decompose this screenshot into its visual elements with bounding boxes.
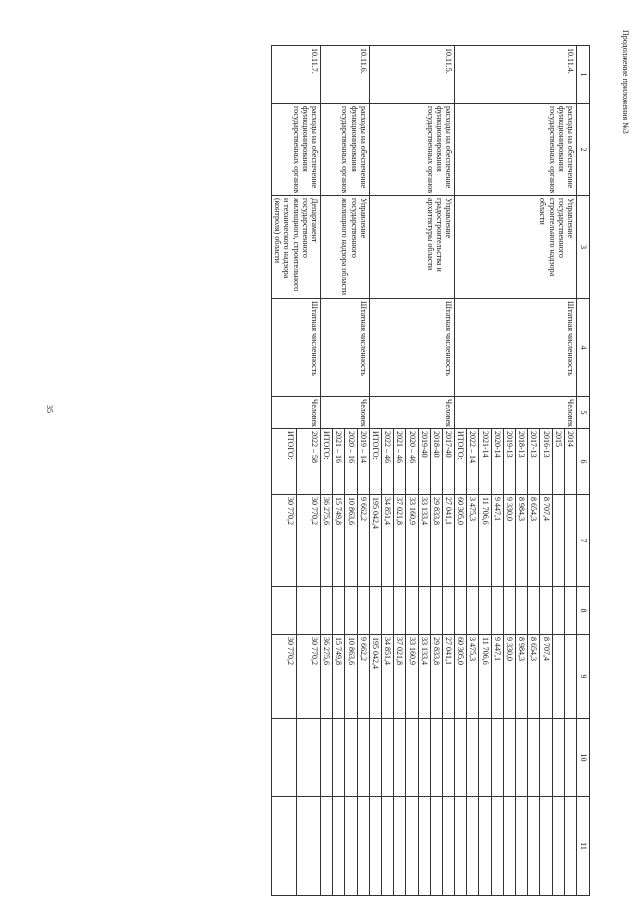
row-unit-cell: Человек [455, 397, 577, 429]
header-cell: 1 [577, 46, 590, 104]
value-col9-cell: 34 851,4 [382, 635, 394, 719]
row-code-cell: 10.11.5. [369, 46, 454, 104]
value-col9-cell: 37 021,8 [394, 635, 406, 719]
value-col7-cell: 3 475,3 [467, 495, 479, 587]
value-col11-cell [491, 797, 503, 896]
value-col11-cell [272, 797, 296, 896]
header-row [577, 46, 590, 896]
value-col8-cell [345, 587, 357, 635]
header-cell: 2 [577, 104, 590, 196]
value-col11-cell [552, 797, 564, 896]
value-col10-cell [467, 719, 479, 797]
value-col9-cell: 27 041,1 [442, 635, 454, 719]
value-col11-cell [479, 797, 491, 896]
value-col8-cell [418, 587, 430, 635]
value-col8-cell [564, 587, 576, 635]
value-col9-cell: 8 654,3 [528, 635, 540, 719]
row-indicator-cell: Штатная численность [272, 299, 321, 397]
period-cell: 2019 – 14 [357, 429, 369, 495]
row-org-cell: Управление государственного строительного надзора области [455, 196, 577, 299]
value-col7-cell: 9 447,1 [491, 495, 503, 587]
value-col10-cell [321, 719, 333, 797]
value-col10-cell [382, 719, 394, 797]
value-col11-cell [430, 797, 442, 896]
value-col9-cell: 15 749,8 [333, 635, 345, 719]
row-indicator-cell: Штатная численность [321, 299, 370, 397]
value-col10-cell [540, 719, 552, 797]
value-col10-cell [503, 719, 515, 797]
row-org-cell: Департамент государственного жилищного, строительного и технического надзора (контроля) области [272, 196, 321, 299]
value-col9-cell: 11 706,6 [479, 635, 491, 719]
row-code-cell: 10.11.6. [321, 46, 370, 104]
value-col11-cell [455, 797, 467, 896]
value-col10-cell [272, 719, 296, 797]
period-cell: ИТОГО: [321, 429, 333, 495]
row-indicator-cell: Штатная численность [455, 299, 577, 397]
value-col7-cell: 30 770,2 [296, 495, 320, 587]
value-col11-cell [333, 797, 345, 896]
header-cell: 3 [577, 196, 590, 299]
header-cell: 8 [577, 587, 590, 635]
value-col10-cell [345, 719, 357, 797]
value-col11-cell [321, 797, 333, 896]
header-cell: 10 [577, 719, 590, 797]
value-col9-cell: 30 770,2 [296, 635, 320, 719]
value-col11-cell [345, 797, 357, 896]
value-col7-cell: 37 021,8 [394, 495, 406, 587]
value-col8-cell [333, 587, 345, 635]
value-col7-cell: 8 707,4 [540, 495, 552, 587]
value-col10-cell [430, 719, 442, 797]
period-cell: ИТОГО: [272, 429, 296, 495]
row-unit-cell: Человек [321, 397, 370, 429]
row-indicator-cell: Штатная численность [369, 299, 454, 397]
period-cell: 2022 – 46 [382, 429, 394, 495]
value-col8-cell [455, 587, 467, 635]
value-col11-cell [564, 797, 576, 896]
value-col8-cell [272, 587, 296, 635]
period-cell: 2015 [552, 429, 564, 495]
value-col11-cell [394, 797, 406, 896]
period-cell: 2021 – 46 [394, 429, 406, 495]
value-col7-cell: 10 863,6 [345, 495, 357, 587]
period-cell: 2019-13 [503, 429, 515, 495]
value-col7-cell: 36 275,6 [321, 495, 333, 587]
value-col10-cell [357, 719, 369, 797]
value-col9-cell: 8 984,3 [516, 635, 528, 719]
value-col11-cell [540, 797, 552, 896]
row-name-cell: расходы на обеспечение функционирования государственных органов [369, 104, 454, 196]
value-col7-cell: 60 305,0 [455, 495, 467, 587]
value-col8-cell [406, 587, 418, 635]
value-col9-cell: 33 160,9 [406, 635, 418, 719]
value-col10-cell [552, 719, 564, 797]
value-col11-cell [528, 797, 540, 896]
value-col7-cell: 9 330,0 [503, 495, 515, 587]
row-name-cell: расходы на обеспечение функционирования государственных органов [272, 104, 321, 196]
row-code-cell: 10.11.4. [455, 46, 577, 104]
value-col8-cell [430, 587, 442, 635]
value-col7-cell: 33 133,4 [418, 495, 430, 587]
value-col10-cell [406, 719, 418, 797]
value-col7-cell: 9 662,2 [357, 495, 369, 587]
header-cell: 5 [577, 397, 590, 429]
value-col10-cell [394, 719, 406, 797]
period-cell: 2017-40 [442, 429, 454, 495]
value-col11-cell [418, 797, 430, 896]
value-col10-cell [418, 719, 430, 797]
row-code-cell: 10.11.7. [272, 46, 321, 104]
value-col8-cell [442, 587, 454, 635]
value-col7-cell: 195 042,4 [369, 495, 381, 587]
value-col9-cell: 8 707,4 [540, 635, 552, 719]
value-col11-cell [369, 797, 381, 896]
table-row [296, 46, 320, 896]
value-col11-cell [503, 797, 515, 896]
period-cell: 2020 – 16 [345, 429, 357, 495]
row-name-cell: расходы на обеспечение функционирования государственных органов [321, 104, 370, 196]
period-cell: 2018-13 [516, 429, 528, 495]
budget-table [271, 45, 590, 896]
value-col10-cell [333, 719, 345, 797]
row-name-cell: расходы на обеспечение функционирования государственных органов [455, 104, 577, 196]
period-cell: 2021 – 16 [333, 429, 345, 495]
value-col10-cell [564, 719, 576, 797]
period-cell: 2017-13 [528, 429, 540, 495]
value-col8-cell [357, 587, 369, 635]
value-col7-cell [552, 495, 564, 587]
row-unit-cell: Человек [369, 397, 454, 429]
value-col10-cell [369, 719, 381, 797]
value-col7-cell: 34 851,4 [382, 495, 394, 587]
value-col10-cell [455, 719, 467, 797]
value-col9-cell: 60 305,0 [455, 635, 467, 719]
header-cell: 6 [577, 429, 590, 495]
value-col8-cell [479, 587, 491, 635]
period-cell: 2019-40 [418, 429, 430, 495]
value-col9-cell: 9 662,2 [357, 635, 369, 719]
row-org-cell: Управление государственного жилищного надзора области [321, 196, 370, 299]
period-cell: 2014 [564, 429, 576, 495]
value-col8-cell [321, 587, 333, 635]
value-col7-cell: 15 749,8 [333, 495, 345, 587]
value-col9-cell [552, 635, 564, 719]
value-col8-cell [552, 587, 564, 635]
period-cell: 2016-13 [540, 429, 552, 495]
value-col8-cell [467, 587, 479, 635]
value-col8-cell [369, 587, 381, 635]
value-col11-cell [382, 797, 394, 896]
value-col9-cell: 10 863,6 [345, 635, 357, 719]
period-cell: 2021-14 [479, 429, 491, 495]
header-cell: 7 [577, 495, 590, 587]
value-col9-cell: 9 330,0 [503, 635, 515, 719]
value-col7-cell: 29 833,8 [430, 495, 442, 587]
value-col8-cell [540, 587, 552, 635]
value-col11-cell [442, 797, 454, 896]
period-cell: 2022 – 58 [296, 429, 320, 495]
value-col9-cell: 36 275,6 [321, 635, 333, 719]
value-col11-cell [357, 797, 369, 896]
value-col9-cell: 33 133,4 [418, 635, 430, 719]
value-col11-cell [406, 797, 418, 896]
table-row [442, 46, 454, 896]
table-body [272, 46, 577, 896]
value-col9-cell: 30 770,2 [272, 635, 296, 719]
value-col8-cell [491, 587, 503, 635]
value-col7-cell: 27 041,1 [442, 495, 454, 587]
value-col7-cell [564, 495, 576, 587]
value-col9-cell [564, 635, 576, 719]
value-col7-cell: 11 706,6 [479, 495, 491, 587]
page-number: 35 [45, 405, 54, 413]
period-cell: 2018-40 [430, 429, 442, 495]
period-cell: 2020 – 46 [406, 429, 418, 495]
value-col10-cell [479, 719, 491, 797]
value-col8-cell [394, 587, 406, 635]
budget-table-container [271, 45, 590, 896]
header-cell: 4 [577, 299, 590, 397]
value-col9-cell: 9 447,1 [491, 635, 503, 719]
value-col10-cell [516, 719, 528, 797]
value-col9-cell: 29 833,8 [430, 635, 442, 719]
value-col8-cell [516, 587, 528, 635]
table-row [564, 46, 576, 896]
value-col10-cell [491, 719, 503, 797]
appendix-caption: Продолжение приложения №3 [621, 30, 630, 134]
value-col11-cell [296, 797, 320, 896]
value-col9-cell: 195 042,4 [369, 635, 381, 719]
value-col7-cell: 30 770,2 [272, 495, 296, 587]
value-col8-cell [503, 587, 515, 635]
value-col10-cell [442, 719, 454, 797]
header-cell: 11 [577, 797, 590, 896]
value-col11-cell [467, 797, 479, 896]
value-col11-cell [516, 797, 528, 896]
table-row [357, 46, 369, 896]
period-cell: 2020-14 [491, 429, 503, 495]
value-col10-cell [528, 719, 540, 797]
value-col8-cell [382, 587, 394, 635]
period-cell: 2022 – 14 [467, 429, 479, 495]
value-col7-cell: 33 160,9 [406, 495, 418, 587]
period-cell: ИТОГО: [455, 429, 467, 495]
header-cell: 9 [577, 635, 590, 719]
row-unit-cell: Человек [272, 397, 321, 429]
value-col7-cell: 8 984,3 [516, 495, 528, 587]
value-col8-cell [528, 587, 540, 635]
period-cell: ИТОГО: [369, 429, 381, 495]
value-col9-cell: 3 475,3 [467, 635, 479, 719]
row-org-cell: Управление градостроительства и архитектуры области [369, 196, 454, 299]
value-col10-cell [296, 719, 320, 797]
value-col7-cell: 8 654,3 [528, 495, 540, 587]
value-col8-cell [296, 587, 320, 635]
